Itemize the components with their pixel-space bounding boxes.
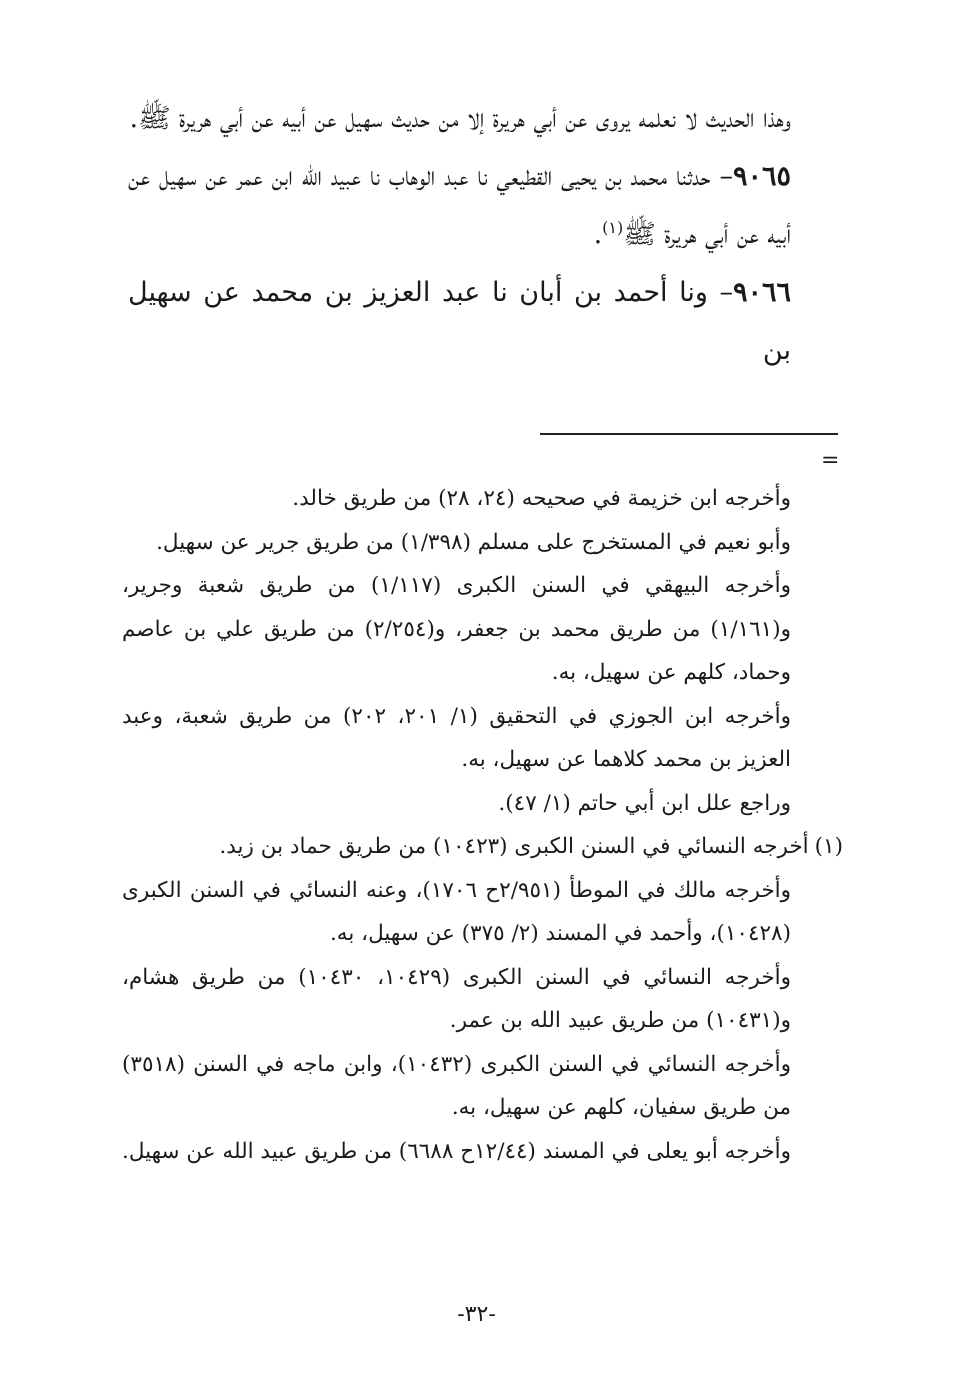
footnote-divider: [540, 433, 838, 435]
hadith-number: ٩٠٦٥: [732, 161, 791, 192]
footnote-line: وراجع علل ابن أبي حاتم (١/ ٤٧).: [498, 790, 791, 816]
footnote-line: وأخرجه أبو يعلى في المسند (١٢/٤٤ح ٦٦٨٨) من طريق عبيد الله عن سهيل.: [122, 1138, 791, 1164]
hadith-text: – ونا أحمد بن أبان نا عبد العزيز بن محمد عن سهيل بن: [128, 277, 791, 366]
footnote-line: وأخرجه النسائي في السنن الكبرى (١٠٤٣٢)، وابن ماجه في السنن (٣٥١٨) من طريق سفيان، كلهم عن سهيل، به.: [122, 1051, 791, 1120]
main-text: [128, 90, 843, 380]
footnote-reference: (١): [602, 218, 624, 237]
hadith-9066: [128, 264, 843, 380]
footnote-line: وأخرجه ابن خزيمة في صحيحه (٢٤، ٢٨) من طريق خالد.: [292, 486, 791, 511]
paragraph-commentary: وهذا الحديث لا نعلمه يروى عن أبي هريرة إلا من حديث سهيل عن أبيه عن أبي هريرة ﷺ.: [129, 103, 791, 134]
hadith-end: .: [593, 219, 603, 250]
hadith-number: ٩٠٦٦: [732, 277, 791, 308]
hadith-9065: [128, 148, 843, 264]
page-number: -٣٢-: [457, 1302, 496, 1327]
footnote-line: وأخرجه ابن الجوزي في التحقيق (١/ ٢٠١، ٢٠٢) من طريق شعبة، وعبد العزيز بن محمد كلاهما عن سهيل، به.: [122, 703, 792, 772]
footnote-line: وأخرجه مالك في الموطأ (٢/٩٥١ح ١٧٠٦)، وعنه النسائي في السنن الكبرى (١٠٤٢٨)، وأحمد في المسند (٢/ ٣٧٥) عن سهيل، به.: [122, 877, 791, 946]
footnote-text: أخرجه النسائي في السنن الكبرى (١٠٤٢٣) من طريق حماد بن زيد.: [219, 834, 809, 859]
footnote-line: وأخرجه البيهقي في السنن الكبرى (١/١١٧) من طريق شعبة وجرير، و(١/١٦١) من طريق محمد بن جعفر، و(٢/٢٥٤) من طريق علي بن عاصم وحماد، كلهم عن سهيل، به.: [122, 573, 791, 685]
footnotes: [122, 477, 843, 1173]
footnote-number: (١): [814, 834, 843, 859]
hadith-text: – حدثنا محمد بن يحيى القطيعي نا عبد الوهاب نا عبيد الله ابن عمر عن سهيل عن أبيه عن أبي هريرة ﷺ: [128, 161, 791, 250]
footnote-line: وأخرجه النسائي في السنن الكبرى (١٠٤٢٩، ١٠٤٣٠) من طريق هشام، و(١٠٤٣١) من طريق عبيد الله بن عمر.: [122, 964, 791, 1033]
footnote-1: [122, 825, 843, 869]
footnote-line: وأبو نعيم في المستخرج على مسلم (١/٣٩٨) من طريق جرير عن سهيل.: [156, 529, 791, 555]
footnote-continuation-mark: =: [821, 448, 840, 473]
